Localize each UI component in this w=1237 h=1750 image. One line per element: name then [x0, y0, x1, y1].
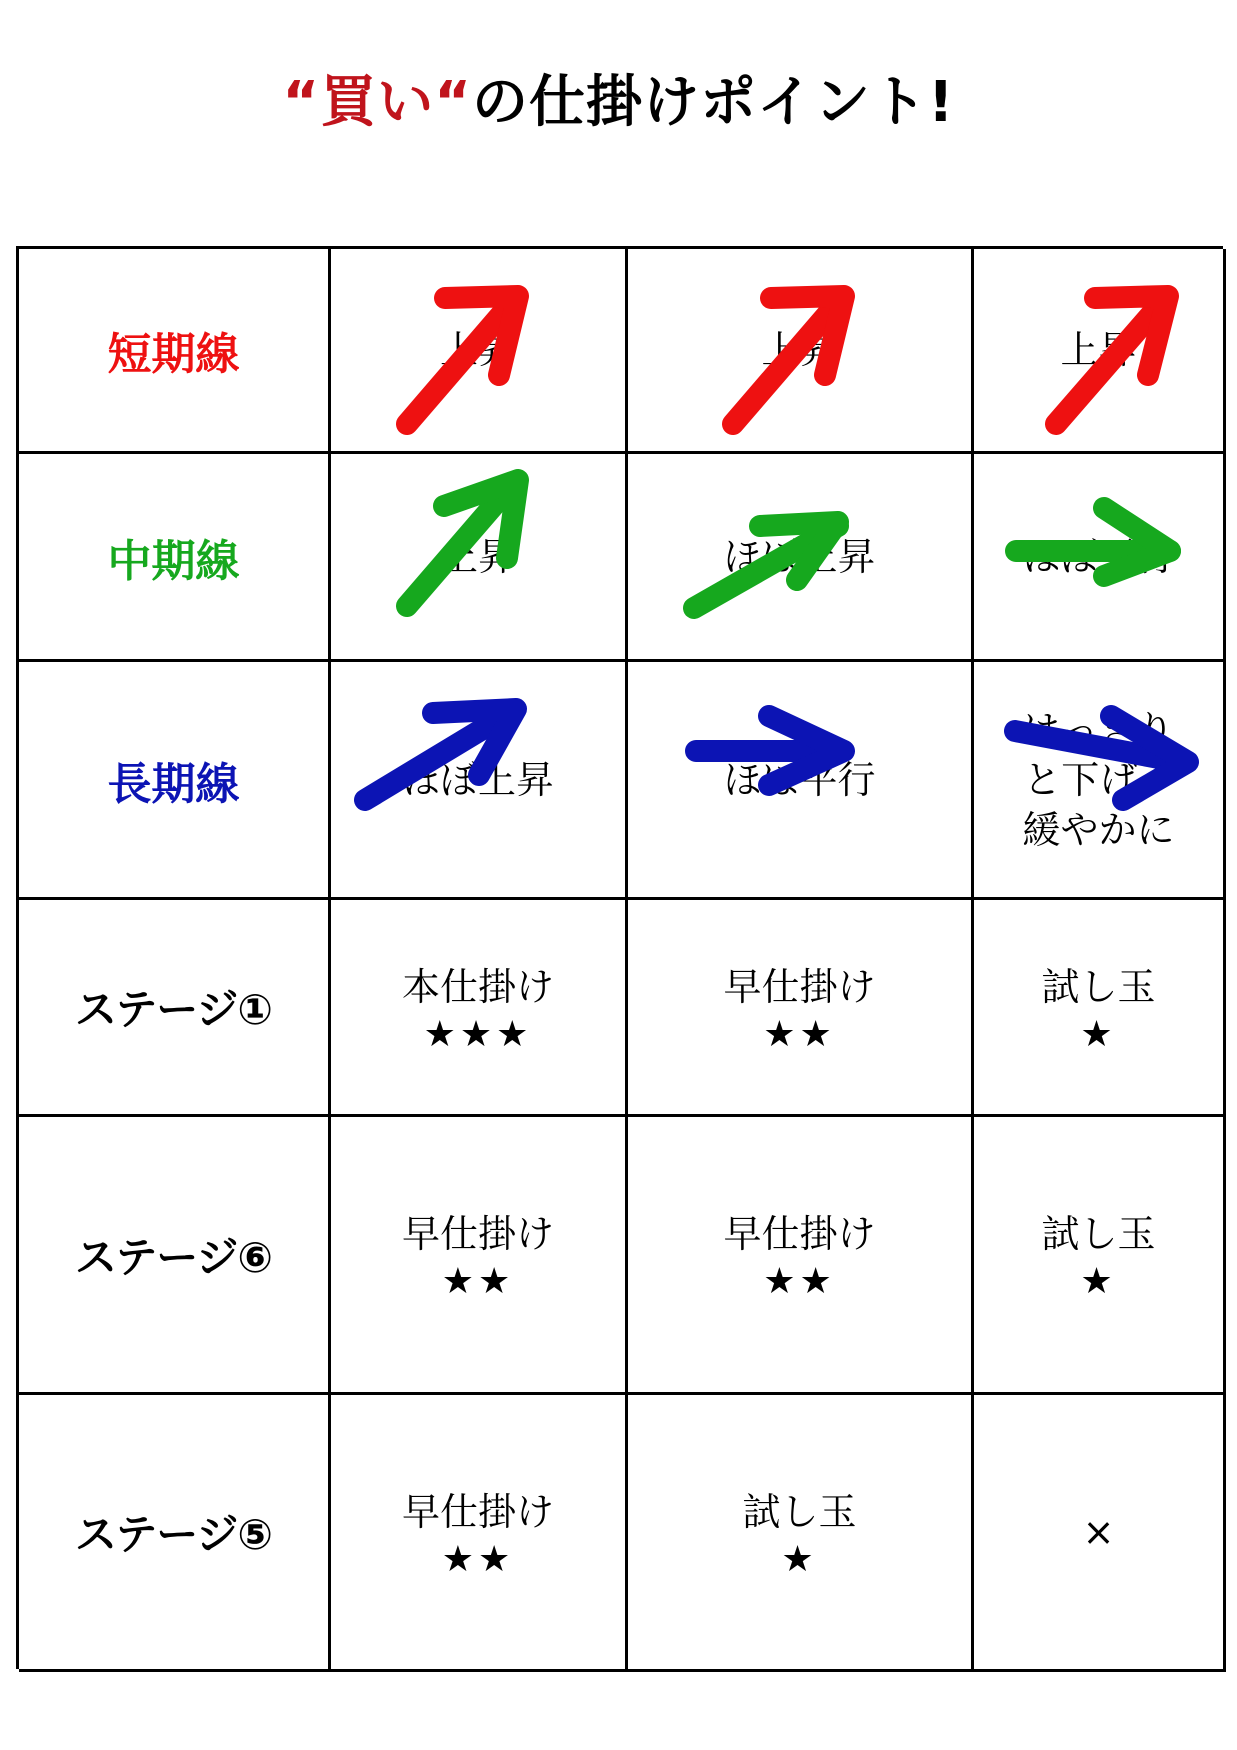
- star-rating: ★★★: [423, 1013, 533, 1055]
- row-header-short-term: 短期線: [19, 249, 331, 454]
- trend-text: ほぼ平行: [723, 757, 876, 802]
- trend-text: ほぼ上昇: [723, 534, 876, 579]
- trend-cell-mid-1: [331, 454, 628, 662]
- title-highlight: “買い“: [282, 70, 473, 135]
- rank-label: 早仕掛け: [401, 1489, 554, 1534]
- trend-text: ほぼ平行: [1022, 534, 1175, 579]
- rank-cell: [974, 1117, 1226, 1395]
- trend-cell-long-1: [331, 662, 628, 900]
- trend-text: 上昇: [1060, 328, 1137, 372]
- trend-text: ほぼ上昇: [401, 757, 554, 802]
- trend-text: 上昇: [439, 534, 516, 579]
- rank-cell: [331, 900, 628, 1117]
- rank-label: 早仕掛け: [401, 1212, 554, 1256]
- rank-cell: [331, 1117, 628, 1395]
- rank-cell: [974, 900, 1226, 1117]
- star-rating: ★★: [763, 1261, 836, 1302]
- rank-label: 試し玉: [1041, 1212, 1156, 1256]
- rank-cell: [628, 1395, 974, 1672]
- title-rest: の仕掛けポイント!: [472, 70, 955, 135]
- trend-text: 上昇: [761, 328, 838, 372]
- rank-cell: [974, 1395, 1226, 1672]
- signal-table: [16, 246, 1223, 1669]
- trend-cell-mid-2: [628, 454, 974, 662]
- trend-cell-mid-3: [974, 454, 1226, 662]
- rank-cell: [628, 900, 974, 1117]
- rank-label: 試し玉: [1041, 964, 1156, 1009]
- row-header-long-term: 長期線: [19, 662, 331, 900]
- rank-cell: [628, 1117, 974, 1395]
- trend-cell-short-3: [974, 249, 1226, 454]
- star-rating: ★: [781, 1538, 818, 1580]
- star-rating: ★★: [763, 1013, 836, 1055]
- row-header-stage-1: ステージ①: [19, 900, 331, 1117]
- rank-label: 早仕掛け: [723, 964, 876, 1009]
- row-header-mid-term: 中期線: [19, 454, 331, 662]
- trend-cell-short-1: [331, 249, 628, 454]
- trend-cell-short-2: [628, 249, 974, 454]
- rank-label: 試し玉: [742, 1489, 857, 1534]
- rank-label: 早仕掛け: [723, 1212, 876, 1256]
- rank-cell: [331, 1395, 628, 1672]
- trend-cell-long-2: [628, 662, 974, 900]
- star-rating: ★: [1080, 1261, 1117, 1302]
- trend-text: 上昇: [439, 328, 516, 372]
- rank-label: 本仕掛け: [401, 964, 554, 1009]
- trend-cell-long-3: [974, 662, 1226, 900]
- trend-text: はっきりと下げ、緩やかに: [1022, 707, 1175, 852]
- row-header-stage-6: ステージ⑥: [19, 1117, 331, 1395]
- rank-label: ×: [1082, 1510, 1115, 1554]
- star-rating: ★★: [441, 1538, 515, 1580]
- star-rating: ★★: [441, 1261, 515, 1302]
- page-title: [0, 58, 1237, 138]
- row-header-stage-5: ステージ⑤: [19, 1395, 331, 1672]
- star-rating: ★: [1080, 1013, 1117, 1055]
